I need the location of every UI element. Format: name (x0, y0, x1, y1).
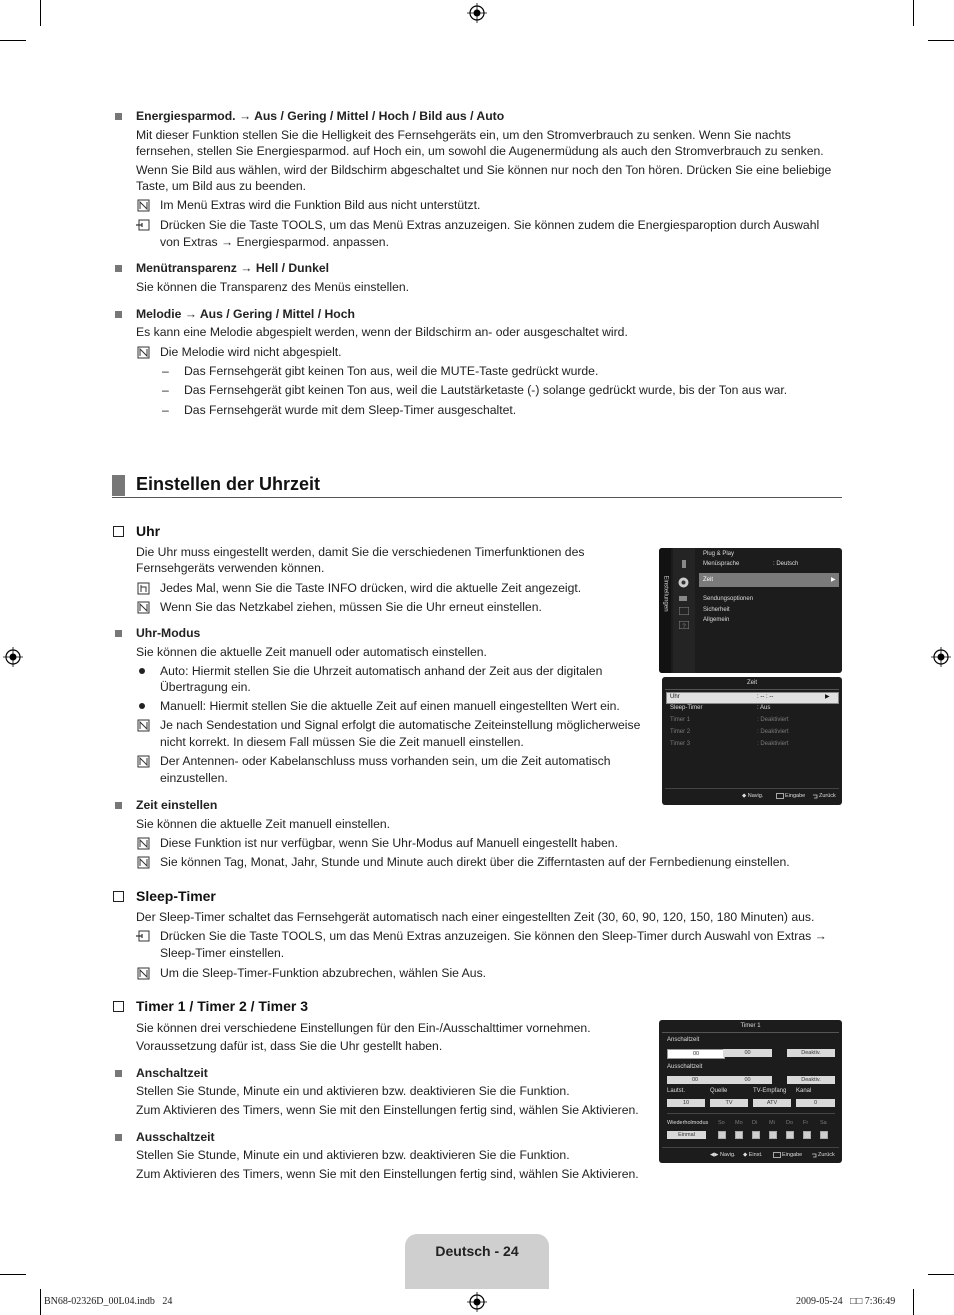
on-time-text: Stellen Sie Stunde, Minute ein und aktivieren bzw. deaktivieren Sie die Funktion. (136, 1084, 570, 1098)
off-time-heading: Ausschaltzeit (136, 1130, 215, 1144)
day-checkbox[interactable] (769, 1131, 777, 1139)
melody-heading: Melodie → Aus / Gering / Mittel / Hoch (136, 307, 355, 321)
set-time-heading: Zeit einstellen (136, 798, 218, 812)
menu-item-time-highlight[interactable] (699, 573, 839, 587)
time-row-clock-selected[interactable] (666, 692, 839, 704)
title-rule (662, 1032, 839, 1033)
day-label: So (718, 1120, 725, 1126)
footer-rule (662, 1147, 839, 1148)
footer-rule (665, 788, 839, 789)
menu-item-plug-play[interactable]: Plug & Play (703, 551, 735, 557)
day-label: Do (786, 1120, 794, 1126)
dash: – (162, 403, 169, 417)
repeat-label: Wiederholmodus (667, 1120, 709, 1126)
on-time-text: Zum Aktivieren des Timers, wenn Sie mit den Einstellungen fertig sind, wählen Sie Aktivieren. (136, 1103, 639, 1117)
note-icon (137, 755, 150, 768)
off-hour-field[interactable]: 00 (667, 1076, 723, 1084)
timers-heading: Timer 1 / Timer 2 / Timer 3 (136, 998, 308, 1014)
volume-label: Lautst. (667, 1088, 686, 1094)
bullet-square-icon (115, 630, 122, 637)
source-field[interactable]: TV (710, 1099, 748, 1107)
back-hint: Zurück (819, 793, 836, 799)
energy-text: Wenn Sie Bild aus wählen, wird der Bildschirm abgeschaltet und Sie können nur noch den Ton hören. Drücken Sie eine beliebige (136, 163, 832, 177)
melody-text: Es kann eine Melodie abgespielt werden, wenn der Bildschirm an- oder ausgeschaltet wird. (136, 325, 628, 339)
energy-tools-hint: Drücken Sie die Taste TOOLS, um das Menü Extras anzuzeigen. Sie können zudem die Energiesparoption durch Auswahl (160, 218, 820, 232)
section-marker (112, 475, 125, 496)
divider (667, 1113, 835, 1114)
on-time-label: Anschaltzeit (667, 1037, 700, 1043)
crop-mark (928, 40, 954, 41)
time-row-label[interactable]: Timer 2 (670, 729, 691, 735)
source-label: Quelle (710, 1088, 728, 1094)
submenu-arrow-icon: ▶ (831, 577, 836, 583)
section-rule (112, 497, 842, 498)
menu-item-general[interactable]: Allgemein (703, 617, 730, 623)
menu-item-language[interactable]: Menüsprache (703, 561, 740, 567)
off-time-text: Zum Aktivieren des Timers, wenn Sie mit den Einstellungen fertig sind, wählen Sie Aktivieren. (136, 1167, 639, 1181)
note-icon (137, 719, 150, 732)
note-icon (137, 856, 150, 869)
registration-mark-icon (467, 1292, 487, 1312)
melody-reason: Das Fernsehgerät gibt keinen Ton aus, weil die MUTE-Taste gedrückt wurde. (184, 364, 599, 378)
energy-note: Im Menü Extras wird die Funktion Bild aus nicht unterstützt. (160, 198, 481, 212)
enter-icon (773, 1152, 781, 1158)
nav-hint: ◆ Navig. (742, 793, 764, 799)
timer1-screen (659, 1020, 842, 1163)
clock-note: Der Antennen- oder Kabelanschluss muss vorhanden sein, um die Zeit automatisch (160, 754, 611, 768)
on-minute-field[interactable]: 00 (723, 1049, 772, 1057)
time-row-label[interactable]: Sleep-Timer (670, 705, 703, 711)
clock-text: Die Uhr muss eingestellt werden, damit Sie die verschiedenen Timerfunktionen des (136, 545, 585, 559)
note-icon (137, 837, 150, 850)
side-label: Einstellungen (662, 575, 669, 612)
reception-label: TV-Empfang (753, 1088, 787, 1094)
dash: – (162, 383, 169, 397)
tools-icon (136, 219, 150, 232)
print-timestamp: 2009-05-24 □□ 7:36:49 (796, 1296, 896, 1307)
nav-hint: ◀▶ Navig. (710, 1152, 736, 1158)
crop-mark (0, 40, 26, 41)
bullet-dot-icon (139, 668, 145, 674)
reception-field[interactable]: ATV (753, 1099, 791, 1107)
clock-mode-heading: Uhr-Modus (136, 626, 201, 640)
return-icon (811, 1152, 817, 1158)
time-row-label: Uhr (670, 694, 680, 700)
day-checkbox[interactable] (786, 1131, 794, 1139)
bullet-square-icon (115, 265, 122, 272)
off-time-text: Stellen Sie Stunde, Minute ein und aktivieren bzw. deaktivieren Sie die Funktion. (136, 1148, 570, 1162)
application-icon (679, 607, 689, 615)
day-label: Mi (769, 1120, 775, 1126)
melody-reason: Das Fernsehgerät gibt keinen Ton aus, weil die Lautstärketaste (-) solange gedrückt wurde, bis der Ton aus war. (184, 383, 788, 397)
day-label: Di (752, 1120, 758, 1126)
menu-item-security[interactable]: Sicherheit (703, 607, 730, 613)
bullet-square-icon (115, 1070, 122, 1077)
day-label: Fr (803, 1120, 809, 1126)
energy-heading: Energiesparmod. → Aus / Gering / Mittel / Hoch / Bild aus / Auto (136, 109, 505, 123)
crop-mark (928, 1274, 954, 1275)
registration-mark-icon (467, 3, 487, 23)
clock-note: Je nach Sendestation und Signal erfolgt die automatische Zeiteinstellung möglicherweise (160, 718, 641, 732)
clock-mode-text: Sie können die aktuelle Zeit manuell oder automatisch einstellen. (136, 645, 487, 659)
note-icon (137, 967, 150, 980)
channel-field[interactable]: 0 (796, 1099, 835, 1107)
day-checkbox[interactable] (735, 1131, 743, 1139)
clock-note: einzustellen. (160, 771, 228, 785)
melody-reason: Das Fernsehgerät wurde mit dem Sleep-Timer ausgeschaltet. (184, 403, 517, 417)
time-row-label[interactable]: Timer 3 (670, 741, 691, 747)
clock-mode-auto: Auto: Hiermit stellen Sie die Uhrzeit automatisch anhand der Zeit aus der digitalen (160, 664, 603, 678)
svg-text:?: ? (682, 624, 686, 629)
clock-heading: Uhr (136, 523, 161, 539)
energy-text: Mit dieser Funktion stellen Sie die Helligkeit des Fernsehgeräts ein, um den Stromverbrauch zu senken. Wenn Sie nachts (136, 128, 791, 142)
support-icon (679, 621, 689, 629)
timers-text: Voraussetzung dafür ist, dass Sie die Uhr gestellt haben. (136, 1039, 443, 1053)
volume-field[interactable]: 10 (667, 1099, 705, 1107)
time-row-value: : -- : -- (757, 694, 774, 700)
clock-note: Wenn Sie das Netzkabel ziehen, müssen Sie die Uhr erneut einstellen. (160, 600, 542, 614)
day-checkbox[interactable] (820, 1131, 828, 1139)
bullet-dot-icon (139, 703, 145, 709)
clock-note: nicht korrekt. In diesem Fall müssen Sie die Zeit manuell einstellen. (160, 735, 524, 749)
enter-hint: Eingabe (785, 793, 806, 799)
menu-item-broadcast[interactable]: Sendungsoptionen (703, 596, 754, 602)
print-file-info: BN68-02326D_00L04.indb 24 (44, 1296, 173, 1307)
on-hour-field[interactable]: 00 (667, 1049, 725, 1059)
crop-mark (913, 1289, 914, 1315)
section-title: Einstellen der Uhrzeit (136, 474, 321, 494)
day-checkbox[interactable] (752, 1131, 760, 1139)
set-time-note: Diese Funktion ist nur verfügbar, wenn Sie Uhr-Modus auf Manuell eingestellt haben. (160, 836, 618, 850)
timers-text: Sie können drei verschiedene Einstellungen für den Ein-/Ausschalttimer vornehmen. (136, 1021, 591, 1035)
sleep-tools-hint: Drücken Sie die Taste TOOLS, um das Menü Extras anzuzeigen. Sie können den Sleep-Timer durch Auswahl von Extras → (160, 929, 827, 943)
bullet-square-icon (115, 802, 122, 809)
picture-icon (679, 559, 689, 569)
setup-menu-screen (659, 548, 842, 673)
clock-text: Fernsehgeräts verwenden können. (136, 561, 325, 575)
time-row-value: : Deaktiviert (757, 729, 789, 735)
back-hint: Zurück (818, 1152, 835, 1158)
crop-mark (0, 1274, 26, 1275)
day-checkbox[interactable] (718, 1131, 726, 1139)
time-row-label[interactable]: Timer 1 (670, 717, 691, 723)
set-time-text: Sie können die aktuelle Zeit manuell einstellen. (136, 817, 391, 831)
checkbox-bullet-icon (113, 1001, 124, 1012)
note-icon (137, 346, 150, 359)
tools-icon (136, 930, 150, 943)
crop-mark (40, 0, 41, 26)
off-time-label: Ausschaltzeit (667, 1064, 703, 1070)
crop-mark (40, 1289, 41, 1315)
clock-mode-auto: Übertragung ein. (160, 680, 251, 694)
day-checkbox[interactable] (803, 1131, 811, 1139)
on-activation-field[interactable]: Deaktiv. (787, 1049, 835, 1057)
input-icon (679, 594, 689, 602)
menu-transparency-text: Sie können die Transparenz des Menüs einstellen. (136, 280, 410, 294)
enter-icon (776, 793, 784, 799)
day-label: Sa (820, 1120, 827, 1126)
time-row-value: : Aus (757, 705, 771, 711)
menu-transparency-heading: Menütransparenz → Hell / Dunkel (136, 261, 330, 275)
crop-mark (913, 0, 914, 26)
set-time-note: Sie können Tag, Monat, Jahr, Stunde und Minute auch direkt über die Zifferntasten auf der Fernbedienung einstellen. (160, 855, 790, 869)
registration-mark-icon (931, 647, 951, 667)
time-row-value: : Deaktiviert (757, 717, 789, 723)
registration-mark-icon (3, 647, 23, 667)
adjust-hint: ◆ Einst. (743, 1152, 763, 1158)
bullet-square-icon (115, 113, 122, 120)
time-menu-screen (662, 677, 842, 805)
note-icon (137, 601, 150, 614)
on-time-heading: Anschaltzeit (136, 1066, 208, 1080)
sleep-note: Um die Sleep-Timer-Funktion abzubrechen, wählen Sie Aus. (160, 966, 487, 980)
return-icon (812, 793, 818, 799)
page-number: Deutsch - 24 (435, 1243, 519, 1259)
clock-mode-manual: Manuell: Hiermit stellen Sie die aktuelle Zeit auf einen manuell eingestellten Wert ein. (160, 699, 620, 713)
off-activation-field[interactable]: Deaktiv. (787, 1076, 835, 1084)
sleep-text: Der Sleep-Timer schaltet das Fernsehgerät automatisch nach einer eingestellten Zeit (30, 60, 90, 120, 150, 180 Minuten) aus. (136, 910, 815, 924)
gear-icon (676, 575, 691, 590)
energy-tools-hint: von Extras → Energiesparmod. anpassen. (160, 235, 389, 249)
time-row-value: : Deaktiviert (757, 741, 789, 747)
clock-info-note: Jedes Mal, wenn Sie die Taste INFO drücken, wird die aktuelle Zeit angezeigt. (160, 581, 582, 595)
energy-text: fernsehen, stellen Sie Energiesparmod. auf Hoch ein, um sowohl die Augenermüdung als auch den Stromverbrauch zu senken. (136, 144, 824, 158)
menu-language-value: : Deutsch (773, 561, 799, 567)
menu-item-time[interactable]: Zeit (703, 577, 714, 583)
title-rule (665, 689, 839, 690)
melody-note: Die Melodie wird nicht abgespielt. (160, 345, 342, 359)
bullet-square-icon (115, 311, 122, 318)
checkbox-bullet-icon (113, 526, 124, 537)
dash: – (162, 364, 169, 378)
channel-label: Kanal (796, 1088, 812, 1094)
day-label: Mo (735, 1120, 743, 1126)
time-menu-title: Zeit (746, 680, 757, 686)
info-note-icon (137, 582, 150, 595)
repeat-field[interactable]: Einmal (667, 1131, 706, 1139)
sleep-tools-hint: Sleep-Timer einstellen. (160, 946, 285, 960)
off-minute-field[interactable]: 00 (723, 1076, 772, 1084)
timer1-title: Timer 1 (740, 1023, 761, 1029)
energy-text: Taste, um Bild aus zu beenden. (136, 179, 307, 193)
sleep-heading: Sleep-Timer (136, 888, 216, 904)
bullet-square-icon (115, 1134, 122, 1141)
enter-hint: Eingabe (782, 1152, 803, 1158)
note-icon (137, 199, 150, 212)
checkbox-bullet-icon (113, 891, 124, 902)
submenu-arrow-icon: ▶ (825, 694, 830, 700)
